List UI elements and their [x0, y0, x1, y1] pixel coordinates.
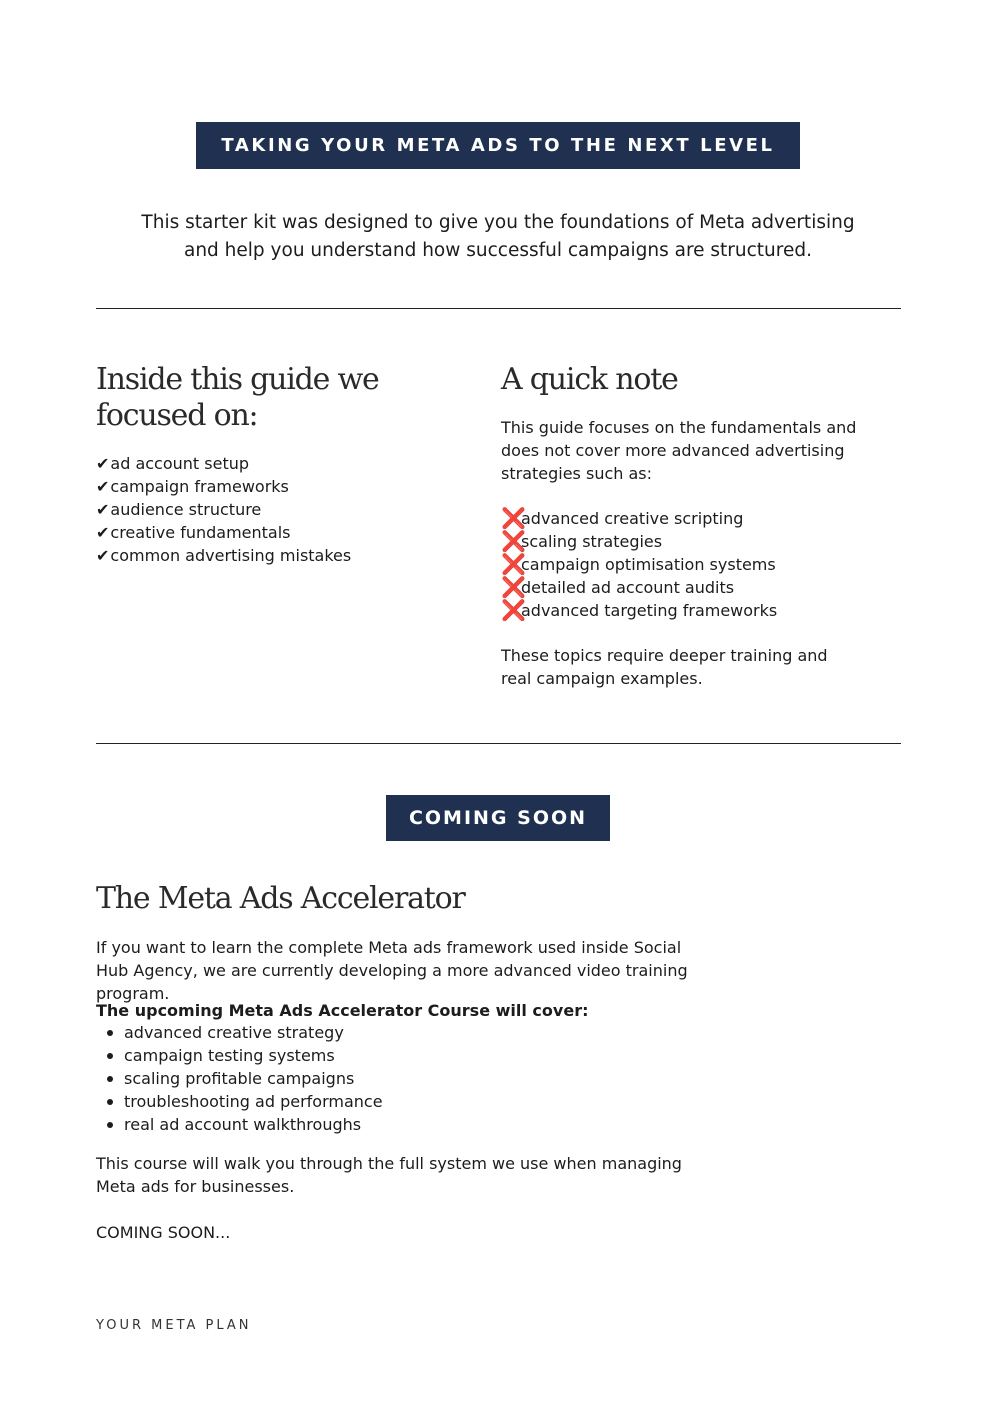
top-banner-label: TAKING YOUR META ADS TO THE NEXT LEVEL [221, 135, 775, 156]
check-icon: ✔ [96, 546, 110, 565]
guide-item-text: campaign frameworks [110, 477, 289, 496]
accelerator-item-text: advanced creative strategy [124, 1023, 344, 1042]
cross-icon: ❌ [501, 552, 526, 576]
accelerator-item-text: campaign testing systems [124, 1046, 335, 1065]
accelerator-heading: The Meta Ads Accelerator [96, 881, 465, 916]
footer-label: YOUR META PLAN [96, 1318, 252, 1333]
guide-list [96, 452, 456, 567]
accelerator-intro: If you want to learn the complete Meta ads framework used inside Social Hub Agency, we are currently developing a more advanced video training program. [96, 938, 688, 1003]
check-icon: ✔ [96, 477, 110, 496]
guide-list-item [96, 498, 456, 521]
guide-heading-line-2: focused on: [96, 398, 258, 433]
accelerator-list-item [96, 1067, 696, 1090]
guide-list-item [96, 544, 456, 567]
bullet-icon [107, 1076, 113, 1082]
note-list [501, 507, 881, 622]
accelerator-outro: This course will walk you through the full system we use when managing Meta ads for businesses. [96, 1154, 682, 1196]
top-banner [196, 122, 800, 169]
accelerator-bold-line: The upcoming Meta Ads Accelerator Course will cover: [96, 1001, 589, 1020]
guide-list-item [96, 475, 456, 498]
note-list-item [501, 530, 881, 553]
note-list-item [501, 576, 881, 599]
note-item-text: advanced targeting frameworks [521, 601, 778, 620]
check-icon: ✔ [96, 454, 110, 473]
accelerator-list-item [96, 1113, 696, 1136]
cross-icon: ❌ [501, 529, 526, 553]
accelerator-item-text: scaling profitable campaigns [124, 1069, 355, 1088]
guide-list-item [96, 452, 456, 475]
note-item-text: detailed ad account audits [521, 578, 735, 597]
accelerator-list-item [96, 1090, 696, 1113]
guide-item-text: creative fundamentals [110, 523, 291, 542]
bullet-icon [107, 1030, 113, 1036]
intro-line-2: and help you understand how successful campaigns are structured. [184, 240, 812, 261]
note-heading: A quick note [501, 362, 678, 397]
cross-icon: ❌ [501, 506, 526, 530]
divider-middle [96, 743, 901, 744]
guide-heading-line-1: Inside this guide we [96, 362, 379, 397]
accelerator-item-text: real ad account walkthroughs [124, 1115, 362, 1134]
coming-soon-banner [386, 795, 610, 841]
guide-item-text: ad account setup [110, 454, 250, 473]
accelerator-coming-soon: COMING SOON... [96, 1223, 231, 1242]
bullet-icon [107, 1053, 113, 1059]
guide-item-text: audience structure [110, 500, 262, 519]
note-list-item [501, 553, 881, 576]
guide-heading [96, 362, 426, 434]
accelerator-item-text: troubleshooting ad performance [124, 1092, 383, 1111]
note-item-text: advanced creative scripting [521, 509, 744, 528]
divider-top [96, 308, 901, 309]
note-outro: These topics require deeper training and real campaign examples. [501, 646, 828, 688]
cross-icon: ❌ [501, 598, 526, 622]
note-list-item [501, 599, 881, 622]
note-item-text: scaling strategies [521, 532, 663, 551]
note-list-item [501, 507, 881, 530]
note-item-text: campaign optimisation systems [521, 555, 776, 574]
note-intro: This guide focuses on the fundamentals and does not cover more advanced advertising strategies such as: [501, 418, 857, 483]
intro-paragraph [96, 209, 900, 265]
bullet-icon [107, 1099, 113, 1105]
accelerator-list-item [96, 1044, 696, 1067]
guide-list-item [96, 521, 456, 544]
bullet-icon [107, 1122, 113, 1128]
accelerator-list-item [96, 1021, 696, 1044]
guide-item-text: common advertising mistakes [110, 546, 352, 565]
check-icon: ✔ [96, 523, 110, 542]
check-icon: ✔ [96, 500, 110, 519]
intro-line-1: This starter kit was designed to give you the foundations of Meta advertising [141, 212, 855, 233]
accelerator-list [96, 1021, 696, 1136]
cross-icon: ❌ [501, 575, 526, 599]
coming-soon-banner-label: COMING SOON [408, 807, 588, 829]
